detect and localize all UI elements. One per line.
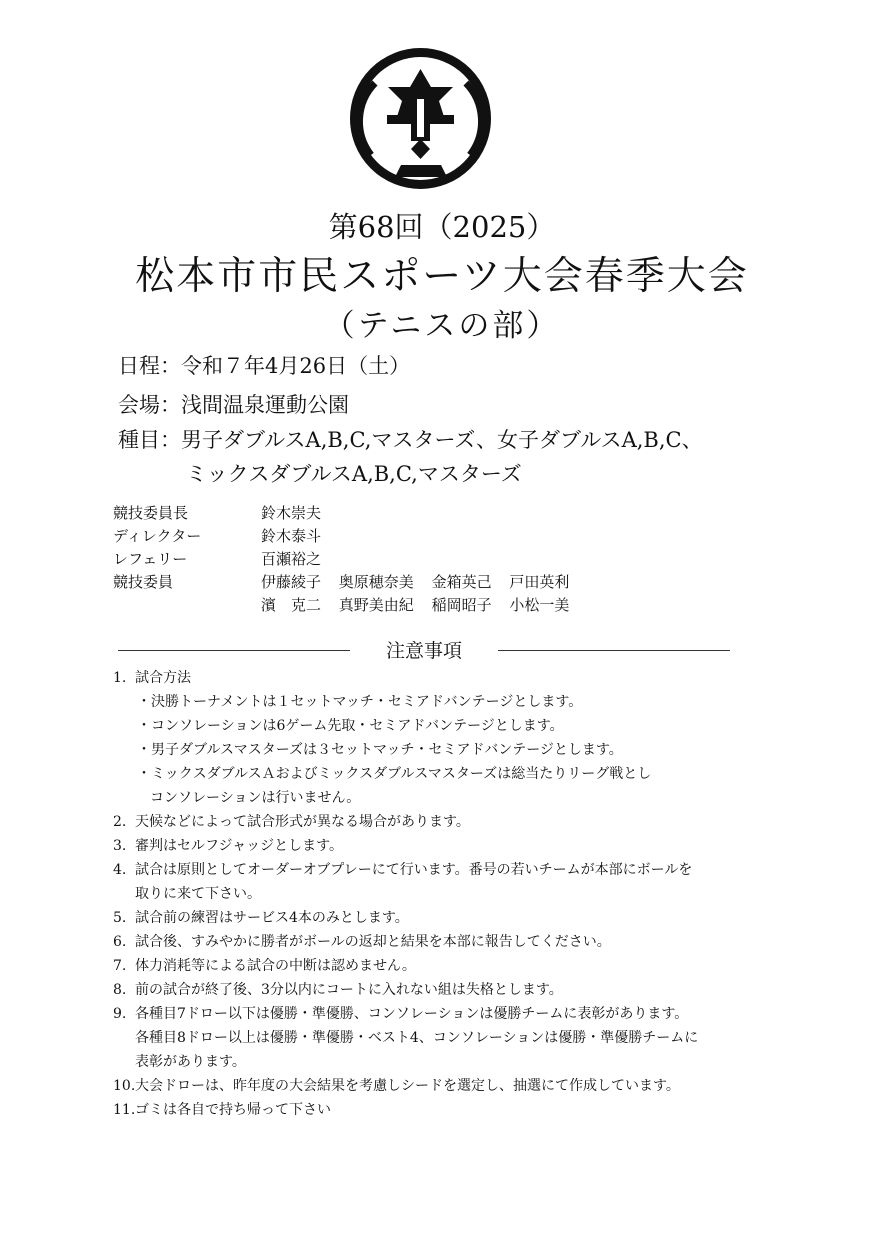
official-row (113, 571, 582, 594)
list-item: 10.大会ドローは、昨年度の大会結果を考慮しシードを選定し、抽選にて作成しています。 (113, 1078, 680, 1094)
official-row (113, 502, 582, 525)
divider (498, 650, 730, 651)
list-item: 7. 体力消耗等による試合の中断は認めません。 (113, 958, 416, 974)
official-name: 百瀬裕之 (261, 550, 322, 568)
event-subtitle: （テニスの部） (323, 308, 561, 344)
events-label: 種目： (118, 428, 181, 452)
official-role: 競技委員 (113, 573, 174, 591)
official-name: 金箱英己 (431, 573, 492, 591)
events-line-2: ミックスダブルスA,B,C,マスターズ (186, 462, 522, 486)
list-subitem: ・男子ダブルスマスターズは３セットマッチ・セミアドバンテージとします。 (137, 742, 623, 758)
event-title: 松本市市民スポーツ大会春季大会 (135, 254, 749, 299)
official-name: 伊藤綾子 (261, 573, 322, 591)
venue-label: 会場： (118, 393, 181, 417)
edition-title: 第68回（2025） (328, 210, 556, 244)
notes-title: 注意事項 (385, 640, 462, 662)
list-item-continuation: 取りに来て下さい。 (135, 886, 261, 902)
official-row (113, 525, 582, 548)
list-item: 3. 審判はセルフジャッジとします。 (113, 838, 344, 854)
list-item-continuation: 表彰があります。 (135, 1054, 246, 1070)
official-row (113, 594, 582, 617)
official-name: 稲岡昭子 (431, 596, 492, 614)
official-role: ディレクター (113, 527, 202, 545)
list-item: 9. 各種目7ドロー以下は優勝・準優勝、コンソレーションは優勝チームに表彰があります。 (113, 1006, 689, 1022)
list-item: 1. 試合方法 (113, 670, 191, 686)
list-item-continuation: 各種目8ドロー以上は優勝・準優勝・ベスト4、コンソレーションは優勝・準優勝チームに (135, 1030, 699, 1046)
date-label: 日程： (118, 354, 181, 378)
officials-list (113, 502, 582, 617)
official-name: 鈴木崇夫 (261, 504, 322, 522)
official-name: 鈴木泰斗 (261, 527, 322, 545)
list-subitem: ・コンソレーションは6ゲーム先取・セミアドバンテージとします。 (137, 718, 564, 734)
official-row (113, 548, 582, 571)
list-item: 2. 天候などによって試合形式が異なる場合があります。 (113, 814, 470, 830)
venue-value: 浅間温泉運動公園 (181, 393, 349, 417)
notes-list (113, 666, 753, 1122)
list-subitem: ・ミックスダブルスＡおよびミックスダブルスマスターズは総当たりリーグ戦とし (137, 766, 652, 782)
official-name: 奥原穂奈美 (338, 573, 414, 591)
official-name: 小松一美 (509, 596, 570, 614)
list-item: 4. 試合は原則としてオーダーオブプレーにて行います。番号の若いチームが本部にボールを (113, 862, 693, 878)
official-name: 戸田英利 (509, 573, 570, 591)
list-item: 6. 試合後、すみやかに勝者がボールの返却と結果を本部に報告してください。 (113, 934, 611, 950)
date-value: 令和７年4月26日（土） (181, 354, 411, 378)
list-item: 8. 前の試合が終了後、3分以内にコートに入れない組は失格とします。 (113, 982, 563, 998)
official-name: 濱 克二 (261, 596, 322, 614)
list-item: 5. 試合前の練習はサービス4本のみとします。 (113, 910, 409, 926)
city-emblem-icon (349, 47, 492, 190)
date-line (118, 350, 410, 380)
official-role: レフェリー (113, 550, 188, 568)
official-role (113, 594, 261, 617)
list-subitem: ・決勝トーナメントは１セットマッチ・セミアドバンテージとします。 (137, 694, 583, 710)
official-name: 真野美由紀 (338, 596, 414, 614)
events-line (118, 424, 703, 454)
venue-line (118, 389, 349, 419)
list-item: 11.ゴミは各自で持ち帰って下さい (113, 1102, 331, 1118)
list-subitem-continuation: コンソレーションは行いません。 (150, 790, 361, 806)
events-value: 男子ダブルスA,B,C,マスターズ、女子ダブルスA,B,C、 (181, 428, 703, 452)
notes-heading (118, 636, 730, 666)
official-role: 競技委員長 (113, 504, 189, 522)
